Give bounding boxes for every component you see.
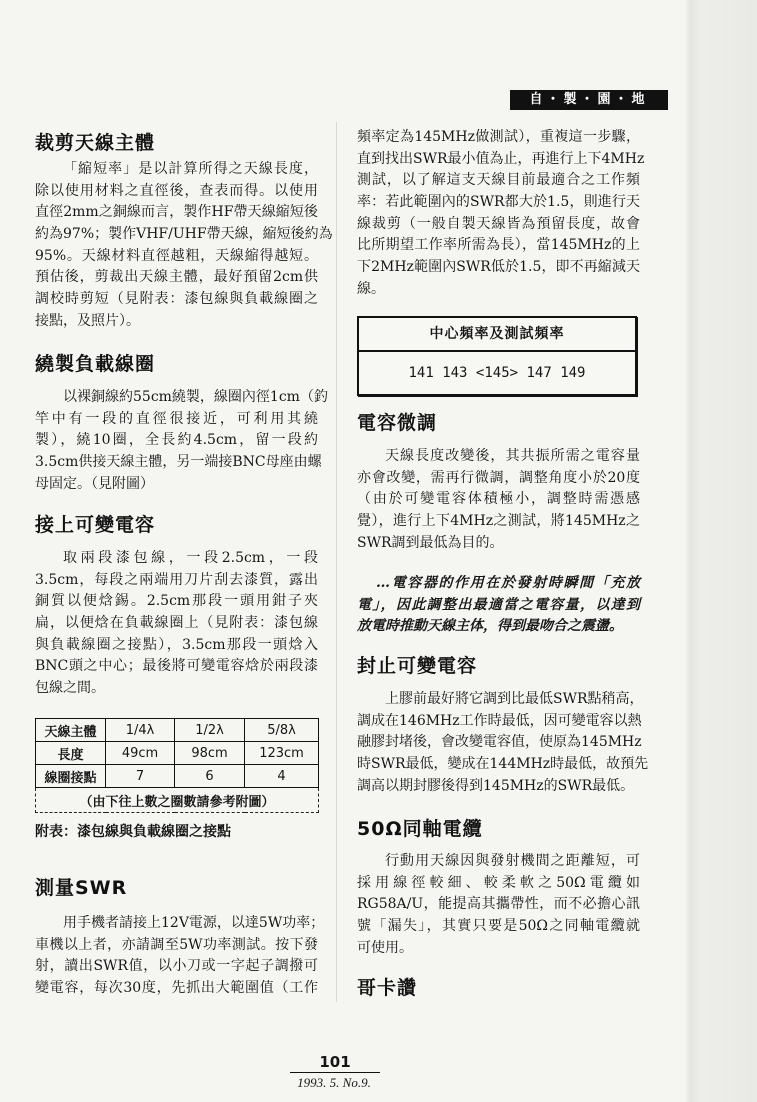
table-cell: 7 — [106, 765, 175, 788]
frequency-box-values: 141 143 <145> 147 149 — [408, 365, 586, 381]
text-line: 變電容，每次30度，先抓出大範圍值（工作 — [35, 980, 318, 997]
text-line: 3.5cm，每段之兩端用刀片刮去漆質，露出 — [35, 571, 318, 588]
table-cell: 6 — [175, 765, 245, 788]
text-line: 直徑2mm之銅線而言，製作HF帶天線縮短後 — [35, 204, 318, 221]
text-line: 調成在146MHz工作時最低，因可變電容以熱 — [357, 712, 642, 729]
page-number: 101 — [290, 1053, 380, 1073]
text-line: 以裸銅線約55cm繞製，線圈內徑1cm（釣 — [63, 389, 328, 405]
frequency-box — [357, 316, 637, 396]
heading-measure-swr: 測量SWR — [35, 877, 128, 899]
table-header-cell: 5/8λ — [245, 719, 319, 742]
text-line: 號「漏失」，其實只要是50Ω之同軸電纜就 — [357, 918, 640, 935]
text-line: 電」，因此調整出最適當之電容量，以達到 — [357, 596, 640, 613]
text-line: 除以使用材料之直徑後，查表而得。以使用 — [35, 182, 318, 199]
text-line: BNC頭之中心；最後將可變電容焓於兩段漆 — [35, 658, 318, 675]
heading-wind-load-coil: 繞製負載線圈 — [35, 353, 156, 375]
paragraph-cut-antenna-body — [35, 159, 333, 333]
table-cell: 123cm — [245, 742, 319, 765]
text-line: 車機以上者，亦請調至5W功率測試。按下發 — [35, 936, 318, 953]
text-line: 覺），進行上下4MHz之測試，將145MHz之 — [357, 513, 640, 530]
text-line: 調高以期封膠後得到145MHz的SWR最低。 — [357, 777, 635, 794]
text-line: 調校時剪短（見附表：漆包線與負載線圈之 — [35, 291, 318, 308]
text-line: 頻率定為145MHz做測試），重複這一步驟， — [357, 129, 640, 145]
text-line: 「縮短率」是以計算所得之天線長度， — [63, 161, 318, 177]
paragraph-attach-variable-capacitor — [35, 548, 318, 700]
table-header-row — [36, 719, 319, 742]
page-edge-shadow — [686, 0, 757, 1102]
table-note-row — [36, 788, 319, 813]
text-line: 時SWR最低，變成在144MHz時最低，故預先 — [357, 756, 649, 773]
text-line: 包線之間。 — [35, 680, 105, 697]
text-line: 上膠前最好將它調到比最低SWR點稍高， — [385, 691, 644, 707]
table-cell: 4 — [245, 765, 319, 788]
issue-date: 1993. 5. No.9. — [297, 1075, 371, 1090]
table-cell: 長度 — [36, 742, 106, 765]
text-line: （由於可變電容体積極小，調整時需憑感 — [357, 491, 640, 508]
text-line: 可使用。 — [357, 939, 413, 956]
text-line: 母固定。（見附圖） — [35, 475, 154, 492]
table-header-cell: 天線主體 — [36, 719, 106, 742]
text-line: 亦會改變，需再行微調，調整角度小於20度 — [357, 469, 640, 486]
text-line: 天線長度改變後，其共振所需之電容量 — [385, 448, 640, 464]
text-line: 線。 — [357, 280, 385, 297]
table-note: （由下往上數之圈數請參考附圖） — [36, 788, 319, 813]
paragraph-seal-capacitor — [357, 689, 649, 797]
table-cell: 49cm — [106, 742, 175, 765]
table-caption: 附表：漆包線與負載線圈之接點 — [35, 824, 231, 840]
text-line: SWR調到最低為目的。 — [357, 534, 504, 551]
column-divider — [336, 122, 337, 1002]
table-row — [36, 742, 319, 765]
text-line: 用手機者請接上12V電源，以達5W功率； — [63, 915, 325, 931]
text-line: 95%。天線材料直徑越粗，天線縮得越短。 — [35, 247, 318, 264]
heading-attach-variable-capacitor: 接上可變電容 — [35, 514, 156, 536]
text-line: 採用線徑較細、較柔軟之50Ω電纜如 — [357, 874, 640, 891]
frequency-box-title: 中心頻率及測試頻率 — [359, 318, 635, 352]
text-line: 直到找出SWR最小值為止，再進行上下4MHz — [357, 150, 645, 167]
text-line: 放電時推動天線主体，得到最吻合之震盪。 — [357, 618, 623, 635]
text-line: 融膠封堵後，會改變電容值，使原為145MHz — [357, 734, 642, 751]
text-line: 取兩段漆包線，一段2.5cm，一段 — [63, 550, 318, 566]
text-line: 預估後，剪裁出天線主體，最好預留2cm供 — [35, 269, 318, 286]
text-line: 率：若此範圍內的SWR都大於1.5，則進行天 — [357, 194, 640, 211]
text-line: 下2MHz範圍內SWR低於1.5，即不再縮減天 — [357, 259, 640, 276]
heading-capacitor-fine-tune: 電容微調 — [357, 412, 438, 434]
table-row — [36, 765, 319, 788]
table-header-cell: 1/2λ — [175, 719, 245, 742]
heading-seal-capacitor: 封止可變電容 — [357, 655, 478, 677]
table-cell: 線圈接點 — [36, 765, 106, 788]
text-line: …電容器的作用在於發射時瞬間「充放 — [376, 575, 640, 591]
text-line: 約為97%；製作VHF/UHF帶天線，縮短後約為 — [35, 226, 333, 243]
text-line: 測試，以了解這支天線目前最適合之工作頻 — [357, 172, 640, 189]
text-line: 行動用天線因與發射機間之距離短，可 — [385, 853, 640, 869]
text-line: 竿中有一段的直徑很接近，可利用其繞 — [35, 410, 318, 427]
heading-coax-cable: 50Ω同軸電纜 — [357, 818, 483, 840]
text-line: 與負載線圈之接點），3.5cm那段一頭焓入 — [35, 636, 318, 653]
paragraph-wind-load-coil — [35, 387, 328, 495]
capacitor-note-quote — [357, 573, 640, 638]
text-line: 銅質以便焓錫。2.5cm那段一頭用鉗子夾 — [35, 593, 318, 610]
text-line: RG58A/U，能提高其攜帶性，而不必擔心訊 — [357, 896, 640, 913]
text-line: 比所期望工作率所需為長），當145MHz的上 — [357, 237, 640, 254]
text-line: 扁，以便焓在負載線圈上（見附表：漆包線 — [35, 615, 318, 632]
paragraph-measure-swr — [35, 913, 325, 1000]
paragraph-coax-cable — [357, 851, 640, 959]
paragraph-capacitor-fine-tune — [357, 446, 640, 554]
section-tag: 自・製・園・地 — [510, 90, 668, 110]
coil-tap-table — [35, 718, 319, 813]
text-line: 製），繞10圈，全長約4.5cm，留一段約 — [35, 432, 318, 449]
table-header-cell: 1/4λ — [106, 719, 175, 742]
text-line: 線裁剪（一般自製天線皆為預留長度，故會 — [357, 215, 640, 232]
heading-goka-zan: 哥卡讚 — [357, 977, 418, 999]
text-line: 射，讀出SWR值，以小刀或一字起子調撥可 — [35, 958, 318, 975]
paragraph-measure-swr-continued — [357, 127, 645, 301]
text-line: 接點，及照片）。 — [35, 312, 140, 329]
table-cell: 98cm — [175, 742, 245, 765]
heading-cut-antenna-body: 裁剪天線主體 — [35, 132, 156, 154]
text-line: 3.5cm供接天線主體，另一端接BNC母座由螺 — [35, 454, 322, 471]
